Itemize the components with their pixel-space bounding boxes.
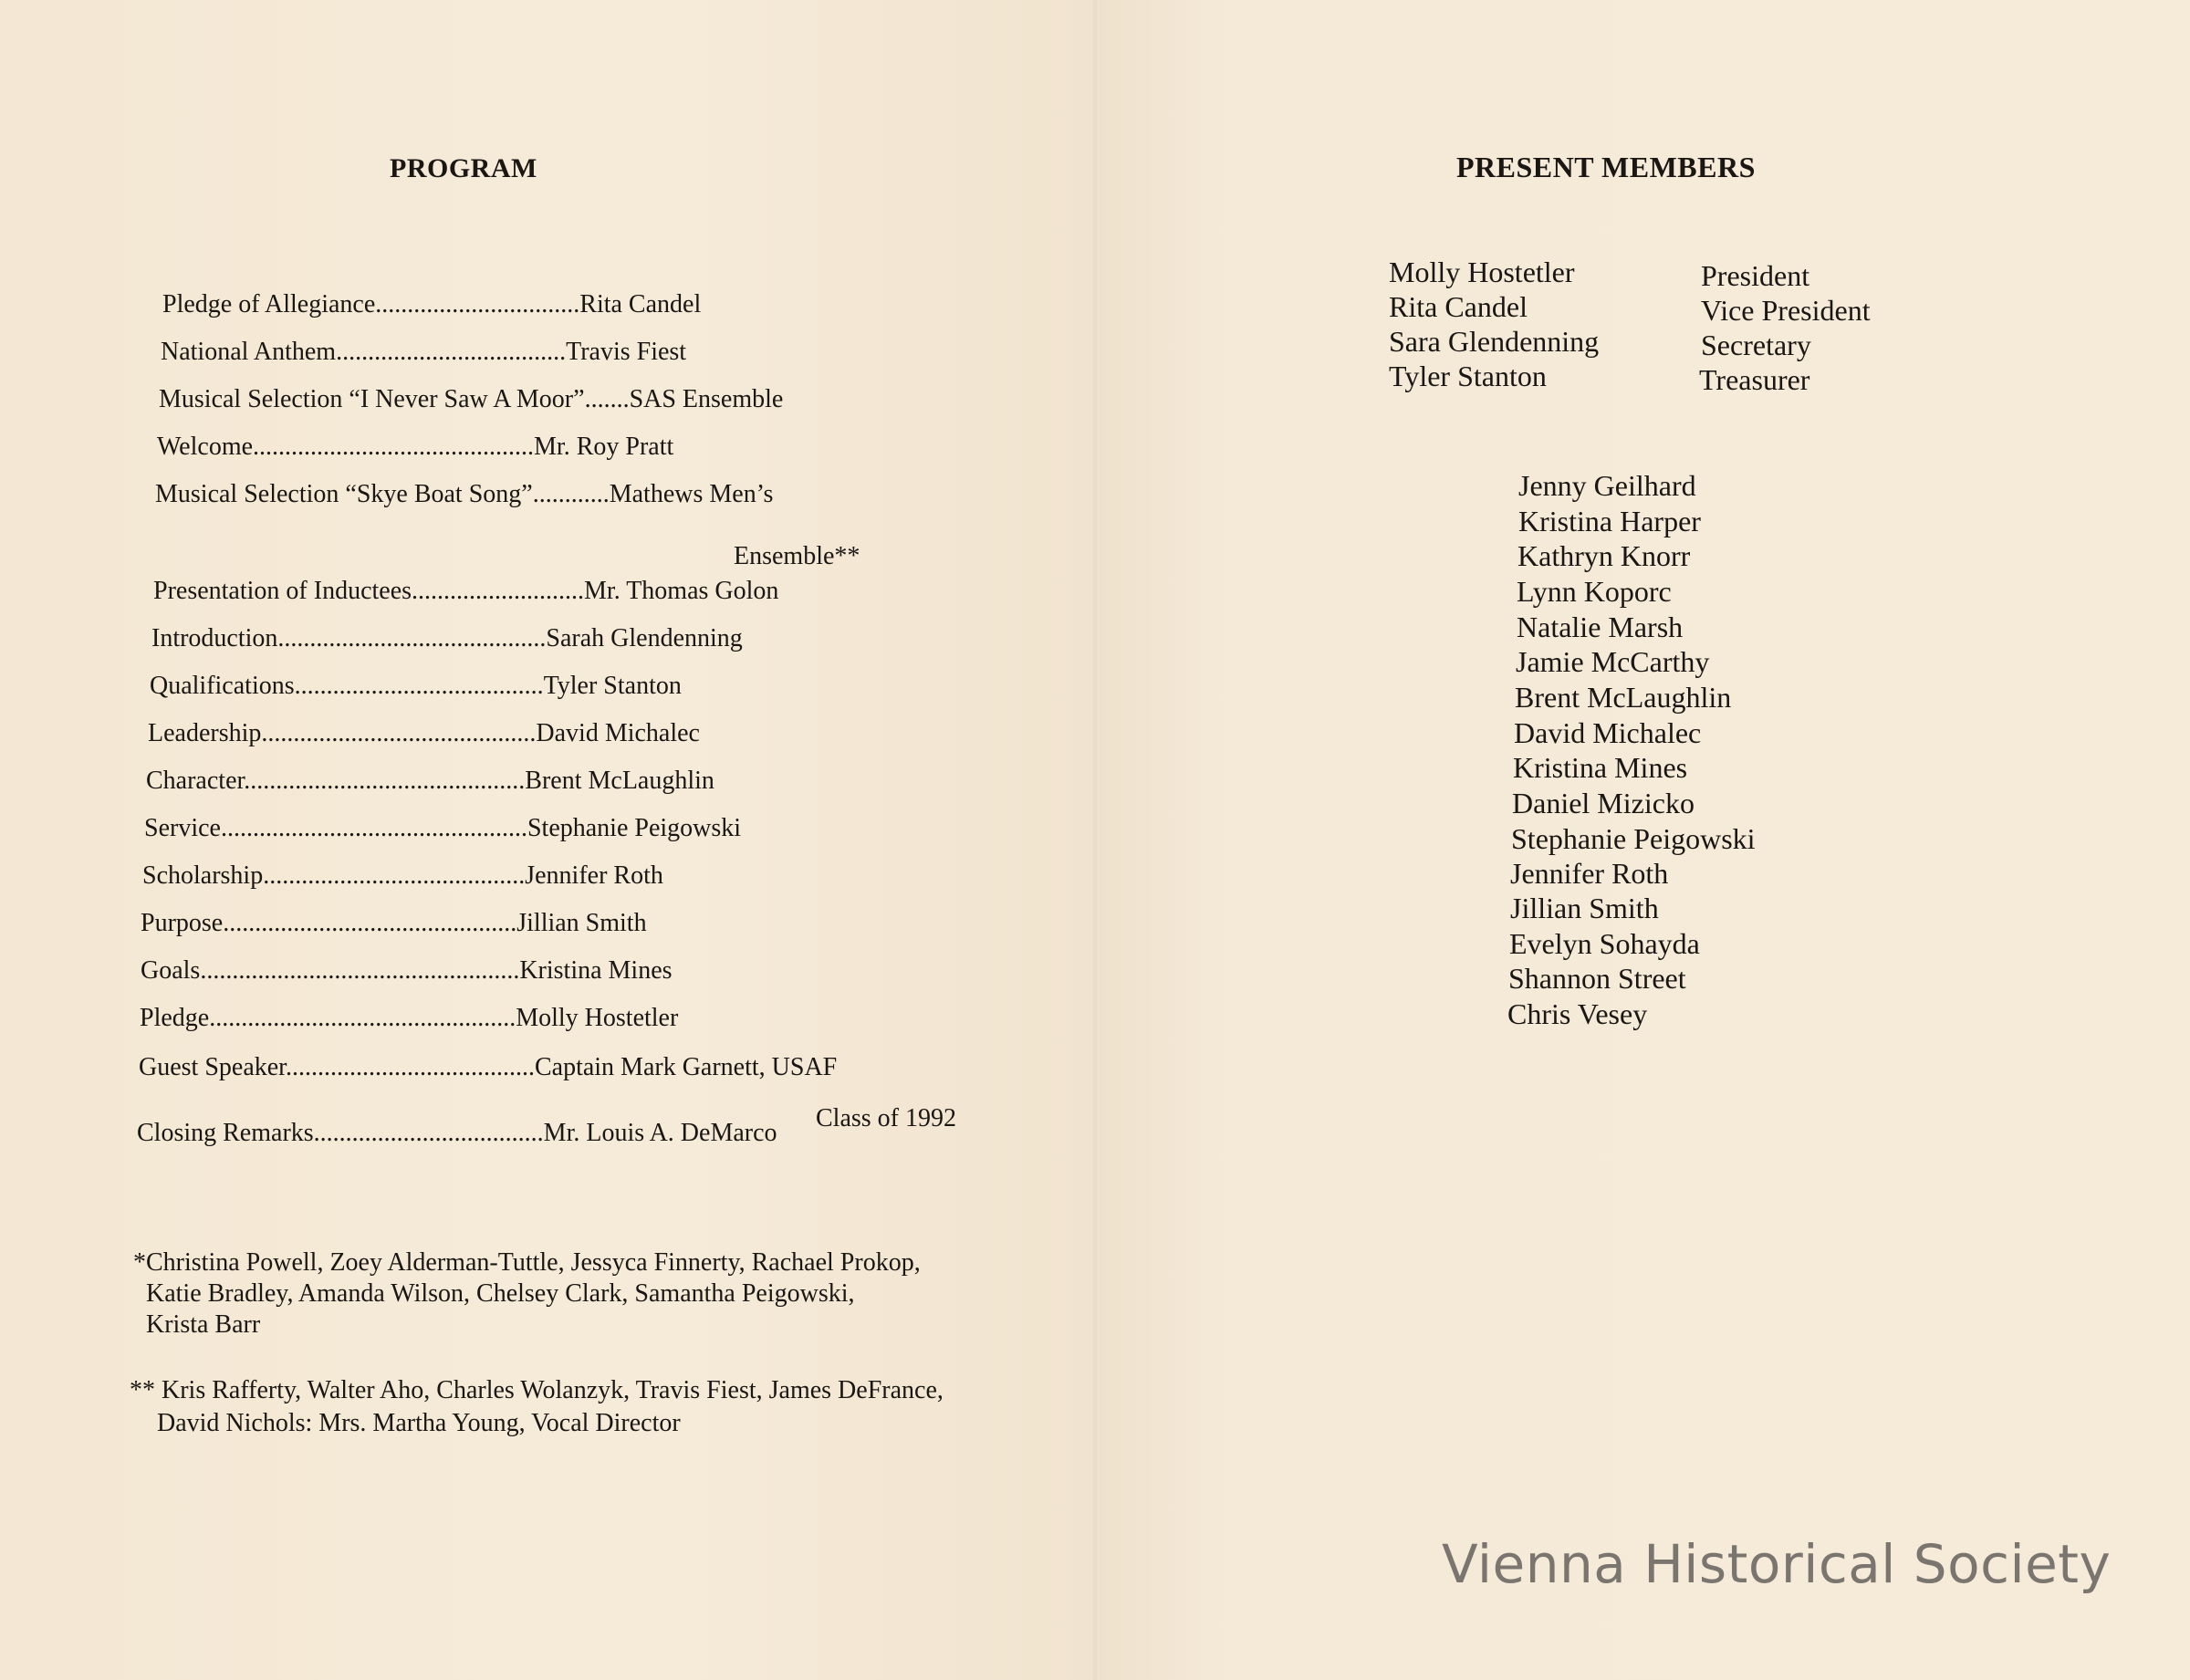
- officer-role: Vice President: [1701, 294, 1871, 327]
- member-name: Kristina Mines: [1513, 751, 1688, 784]
- program-row: [151, 624, 743, 653]
- program-item: Guest Speaker: [139, 1053, 286, 1081]
- program-item: Purpose: [141, 909, 224, 937]
- member-name: Jillian Smith: [1510, 892, 1659, 924]
- leader-dots: .........................................: [263, 861, 526, 890]
- member-name: Jennifer Roth: [1510, 857, 1669, 890]
- program-item: Pledge of Allegiance: [162, 290, 376, 318]
- program-item: Leadership: [148, 719, 262, 747]
- footnote-line: Katie Bradley, Amanda Wilson, Chelsey Clark, Samantha Peigowski,: [146, 1279, 855, 1308]
- leader-dots: ............: [532, 480, 610, 508]
- leader-dots: ............................................: [253, 433, 535, 461]
- program-row: [146, 767, 714, 796]
- program-performer: Stephanie Peigowski: [527, 814, 742, 842]
- member-name: Kristina Harper: [1518, 505, 1701, 537]
- member-name: Kathryn Knorr: [1517, 539, 1691, 572]
- program-performer: Sarah Glendenning: [546, 624, 743, 652]
- program-row: [141, 909, 647, 938]
- member-name: Natalie Marsh: [1517, 610, 1684, 643]
- program-performer-continued: Class of 1992: [816, 1104, 956, 1132]
- program-item: Welcome: [157, 433, 254, 461]
- program-row: [144, 814, 741, 843]
- leader-dots: ...........................: [412, 577, 585, 605]
- program-item: National Anthem: [161, 338, 337, 366]
- leader-dots: .......................................: [285, 1053, 535, 1081]
- program-row: [140, 1004, 678, 1033]
- program-item: Character: [146, 767, 245, 795]
- program-performer: Molly Hostetler: [516, 1004, 679, 1032]
- leader-dots: .......: [584, 385, 630, 413]
- program-performer: David Michalec: [536, 719, 700, 747]
- member-name: Shannon Street: [1508, 962, 1686, 995]
- program-performer: Brent McLaughlin: [525, 767, 714, 795]
- footnote-line: ** Kris Rafferty, Walter Aho, Charles Wolanzyk, Travis Fiest, James DeFrance,: [130, 1376, 944, 1404]
- member-name: Jamie McCarthy: [1516, 645, 1710, 678]
- member-name: Daniel Mizicko: [1512, 787, 1695, 819]
- page-fold: [1089, 0, 1101, 1680]
- member-name: Stephanie Peigowski: [1511, 822, 1756, 855]
- watermark: Vienna Historical Society: [1442, 1533, 2112, 1595]
- program-item: Pledge: [140, 1004, 210, 1032]
- program-item: Presentation of Inductees: [153, 577, 412, 605]
- officer-role: President: [1701, 259, 1810, 292]
- program-performer: Jennifer Roth: [525, 861, 663, 890]
- member-name: Lynn Koporc: [1517, 575, 1672, 608]
- leader-dots: ................................: [375, 290, 580, 318]
- program-row: [148, 719, 700, 748]
- program-row: [157, 433, 673, 462]
- footnote-line: *Christina Powell, Zoey Alderman-Tuttle, Jessyca Finnerty, Rachael Prokop,: [133, 1248, 921, 1277]
- officer-role: Secretary: [1701, 329, 1811, 361]
- program-row: [153, 577, 778, 606]
- leader-dots: ....................................: [336, 338, 567, 366]
- program-row: [139, 1053, 837, 1082]
- program-performer: Rita Candel: [579, 290, 702, 318]
- program-performer: Captain Mark Garnett, USAF: [534, 1053, 838, 1081]
- member-name: David Michalec: [1514, 716, 1702, 749]
- leader-dots: ..........................................: [277, 624, 547, 652]
- program-performer: Mr. Louis A. DeMarco: [543, 1119, 777, 1147]
- program-performer: Mathews Men’s: [609, 480, 774, 508]
- program-row: [142, 861, 663, 891]
- officer-role: Treasurer: [1699, 363, 1810, 396]
- officer-name: Tyler Stanton: [1389, 360, 1547, 392]
- program-row: [162, 290, 701, 319]
- member-name: Chris Vesey: [1507, 997, 1648, 1030]
- officer-name: Sara Glendenning: [1389, 325, 1600, 358]
- program-item: Musical Selection “I Never Saw A Moor”: [159, 385, 585, 413]
- leader-dots: ...........................................: [261, 719, 537, 747]
- officer-name: Rita Candel: [1389, 290, 1528, 323]
- program-item: Introduction: [151, 624, 278, 652]
- member-name: Jenny Geilhard: [1518, 469, 1696, 502]
- program-performer: Tyler Stanton: [543, 672, 682, 700]
- footnote-line: Krista Barr: [146, 1310, 261, 1339]
- program-performer: Travis Fiest: [566, 338, 687, 366]
- leader-dots: ................................................: [220, 814, 527, 842]
- program-item: Scholarship: [142, 861, 264, 890]
- program-row: [137, 1119, 777, 1148]
- officer-name: Molly Hostetler: [1389, 256, 1575, 288]
- program-performer: Jillian Smith: [516, 909, 647, 937]
- footnote-line: David Nichols: Mrs. Martha Young, Vocal Director: [157, 1409, 681, 1437]
- program-performer: Mr. Thomas Golon: [584, 577, 779, 605]
- program-row: [159, 385, 783, 414]
- member-name: Evelyn Sohayda: [1509, 927, 1700, 960]
- program-item: Musical Selection “Skye Boat Song”: [155, 480, 533, 508]
- program-item: Qualifications: [150, 672, 295, 700]
- program-performer-continued: Ensemble**: [734, 542, 860, 570]
- leader-dots: ..............................................: [223, 909, 517, 937]
- program-performer: SAS Ensemble: [629, 385, 784, 413]
- program-performer: Mr. Roy Pratt: [534, 433, 674, 461]
- program-heading: PROGRAM: [390, 153, 537, 183]
- program-performer: Kristina Mines: [519, 956, 673, 985]
- program-row: [150, 672, 682, 701]
- program-row: [141, 956, 673, 986]
- program-item: Closing Remarks: [137, 1119, 314, 1147]
- program-item: Goals: [141, 956, 201, 985]
- program-item: Service: [144, 814, 221, 842]
- program-row: [155, 480, 773, 509]
- leader-dots: ............................................: [244, 767, 526, 795]
- leader-dots: ................................................: [209, 1004, 516, 1032]
- leader-dots: ....................................: [313, 1119, 544, 1147]
- program-row: [161, 338, 686, 367]
- leader-dots: .......................................: [294, 672, 544, 700]
- member-name: Brent McLaughlin: [1515, 681, 1732, 714]
- leader-dots: ..................................................: [200, 956, 520, 985]
- members-heading: PRESENT MEMBERS: [1456, 151, 1756, 183]
